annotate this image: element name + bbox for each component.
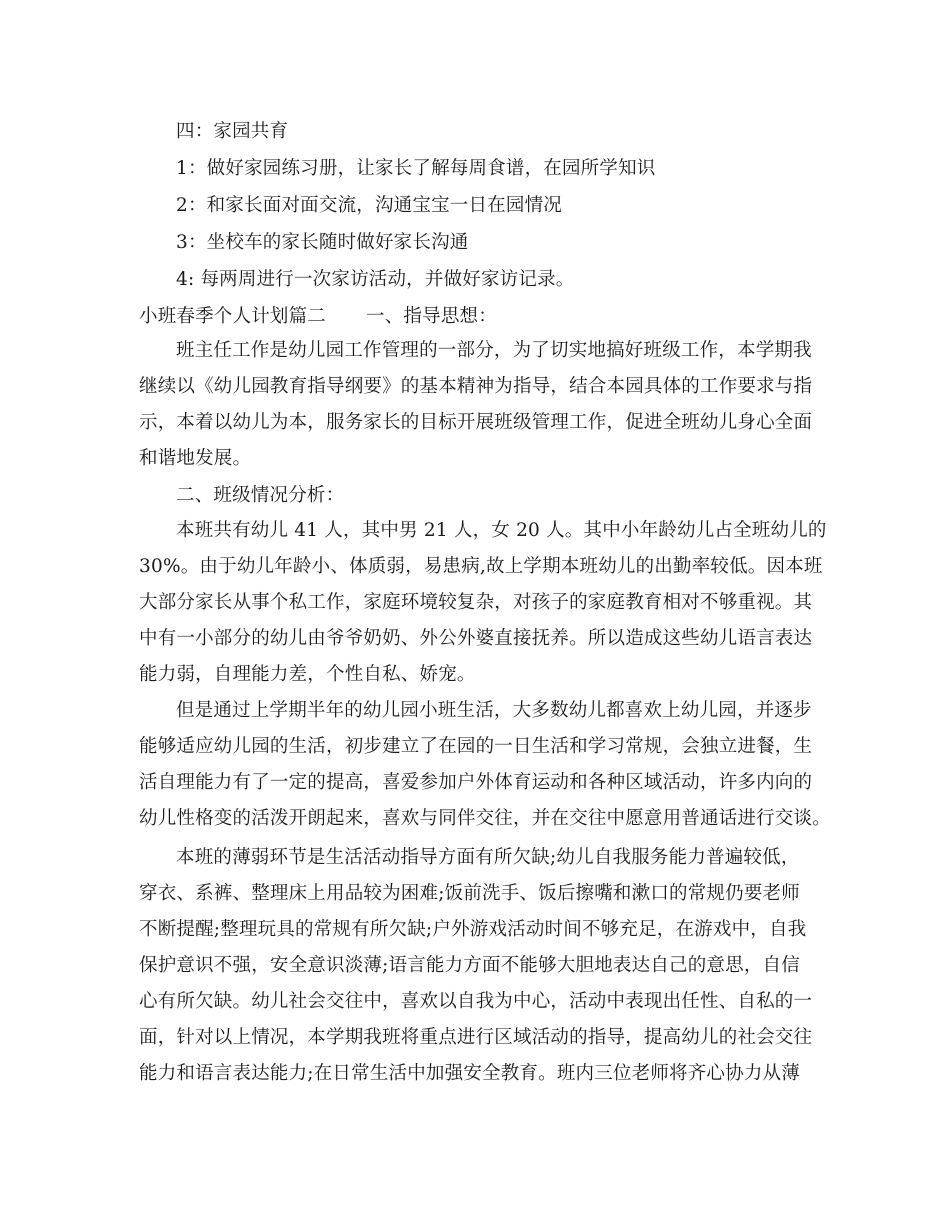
plan-title: 小班春季个人计划篇二 bbox=[139, 306, 327, 327]
section4-heading: 四：家园共育 bbox=[176, 121, 289, 142]
para3-line-4: 保护意识不强，安全意识淡薄;语言能力方面不能够大胆地表达自己的意思，自信 bbox=[139, 955, 800, 976]
section1-line-3: 示，本着以幼儿为本，服务家长的目标开展班级管理工作，促进全班幼儿身心全面 bbox=[139, 412, 813, 433]
para1-line-5: 能力弱，自理能力差，个性自私、娇宠。 bbox=[139, 664, 476, 685]
para2-line-3: 活自理能力有了一定的提高，喜爱参加户外体育运动和各种区域活动，许多内向的 bbox=[139, 772, 813, 793]
section1-line-1: 班主任工作是幼儿园工作管理的一部分，为了切实地搞好班级工作，本学期我 bbox=[176, 340, 812, 361]
section2-heading: 二、班级情况分析： bbox=[176, 485, 345, 506]
section1-line-4: 和谐地发展。 bbox=[139, 448, 252, 469]
section4-item-4: 4: 每两周进行一次家访活动，并做好家访记录。 bbox=[176, 269, 575, 290]
plan-title-row bbox=[139, 304, 497, 330]
para1-line-2: 30%。由于幼儿年龄小、体质弱，易患病,故上学期本班幼儿的出勤率较低。因本班 bbox=[139, 556, 823, 577]
para3-line-6: 面，针对以上情况，本学期我班将重点进行区域活动的指导，提高幼儿的社会交往 bbox=[139, 1027, 813, 1048]
para3-line-3: 不断提醒;整理玩具的常规有所欠缺;户外游戏活动时间不够充足，在游戏中，自我 bbox=[139, 919, 807, 940]
para2-line-4: 幼儿性格变的活泼开朗起来，喜欢与同伴交往，并在交往中愿意用普通话进行交谈。 bbox=[139, 808, 831, 829]
para2-line-1: 但是通过上学期半年的幼儿园小班生活，大多数幼儿都喜欢上幼儿园，并逐步 bbox=[176, 700, 812, 721]
para3-line-2: 穿衣、系裤、整理床上用品较为困难;饭前洗手、饭后擦嘴和漱口的常规仍要老师 bbox=[139, 883, 800, 904]
section1-heading: 一、指导思想： bbox=[366, 306, 497, 327]
para1-line-3: 大部分家长从事个私工作，家庭环境较复杂，对孩子的家庭教育相对不够重视。其 bbox=[139, 592, 813, 613]
section4-item-2: 2：和家长面对面交流，沟通宝宝一日在园情况 bbox=[176, 195, 562, 216]
para2-line-2: 能够适应幼儿园的生活，初步建立了在园的一日生活和学习常规，会独立进餐，生 bbox=[139, 736, 813, 757]
para1-line-1: 本班共有幼儿 41 人，其中男 21 人，女 20 人。其中小年龄幼儿占全班幼儿的 bbox=[176, 520, 827, 541]
section4-item-1: 1：做好家园练习册，让家长了解每周食谱，在园所学知识 bbox=[176, 158, 656, 179]
para1-line-4: 中有一小部分的幼儿由爷爷奶奶、外公外婆直接抚养。所以造成这些幼儿语言表达 bbox=[139, 628, 813, 649]
section4-item-3: 3：坐校车的家长随时做好家长沟通 bbox=[176, 232, 469, 253]
para3-line-5: 心有所欠缺。幼儿社会交往中，喜欢以自我为中心，活动中表现出任性、自私的一 bbox=[139, 991, 813, 1012]
section1-line-2: 继续以《幼儿园教育指导纲要》的基本精神为指导，结合本园具体的工作要求与指 bbox=[139, 376, 813, 397]
para3-line-7: 能力和语言表达能力;在日常生活中加强安全教育。班内三位老师将齐心协力从薄 bbox=[139, 1063, 800, 1084]
para3-line-1: 本班的薄弱环节是生活活动指导方面有所欠缺;幼儿自我服务能力普遍较低， bbox=[176, 847, 800, 868]
